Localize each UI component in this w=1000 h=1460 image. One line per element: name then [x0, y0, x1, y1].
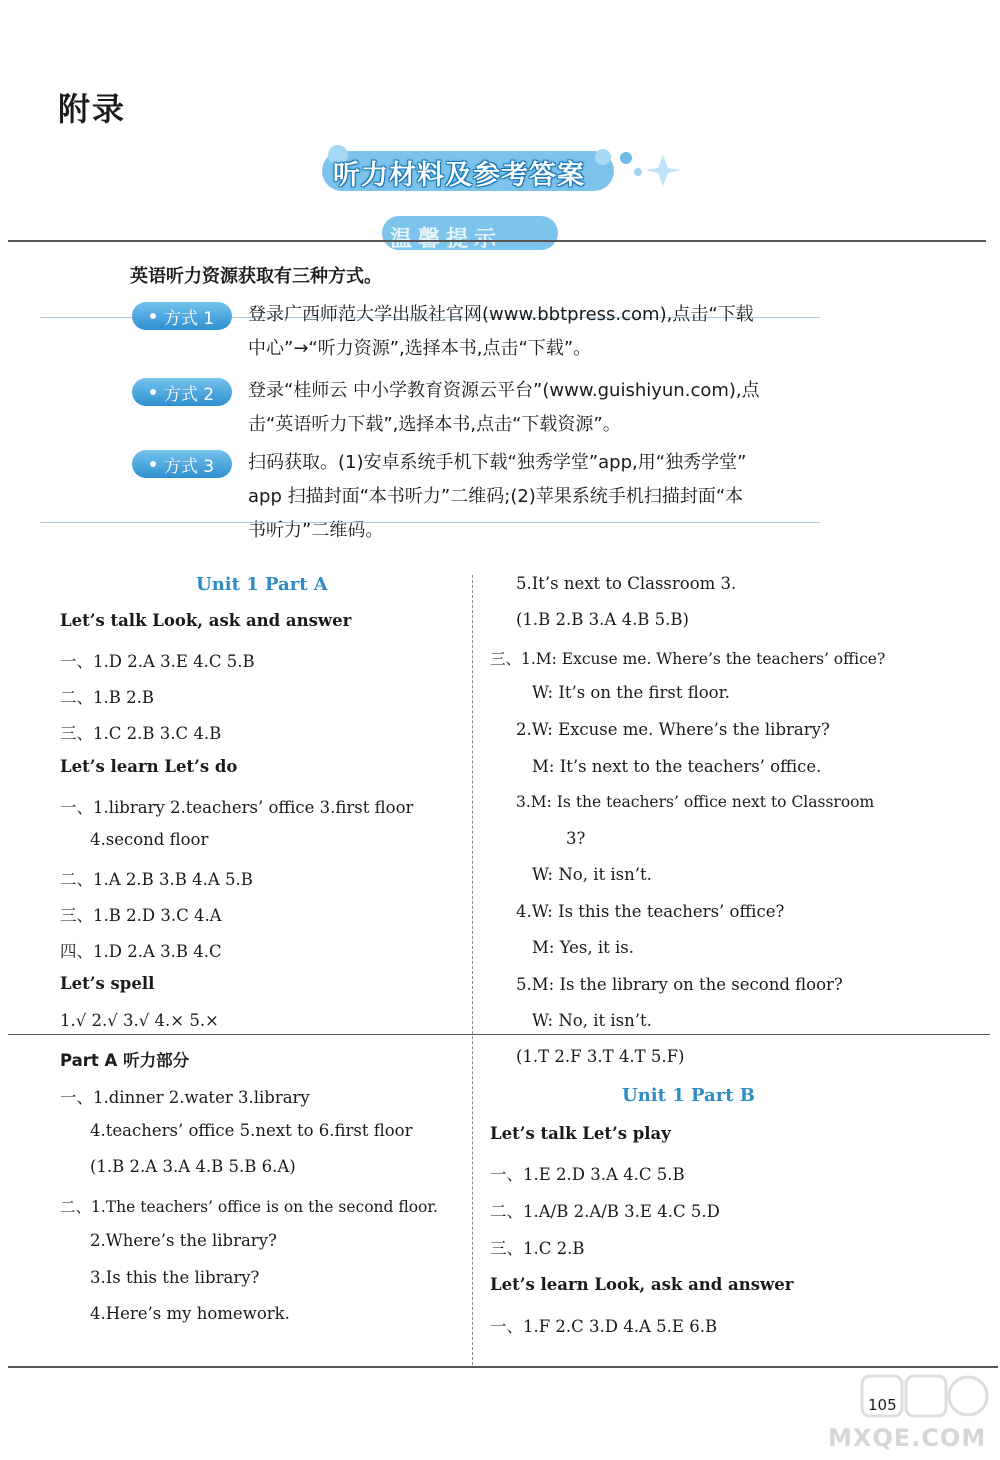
answer-line: 一、1.library 2.teachers’ office 3.first floor: [60, 798, 414, 817]
method-label: 方式 2: [163, 384, 215, 405]
method-1-text: [248, 298, 838, 366]
method-line: 中心”→“听力资源”,选择本书,点击“下载”。: [248, 338, 592, 359]
method-3-text: [248, 446, 838, 548]
method-badge-3: [132, 450, 232, 478]
answer-line: (1.T 2.F 3.T 4.T 5.F): [516, 1047, 685, 1066]
top-divider: [8, 240, 986, 242]
answer-line: 2.Where’s the library?: [90, 1231, 277, 1250]
answer-line: 5.M: Is the library on the second floor?: [516, 975, 843, 994]
answer-line: W: No, it isn’t.: [532, 865, 652, 884]
answer-line: (1.B 2.B 3.A 4.B 5.B): [516, 610, 689, 629]
method-line: 击“英语听力下载”,选择本书,点击“下载资源”。: [248, 414, 621, 435]
answer-line: 一、1.E 2.D 3.A 4.C 5.B: [490, 1165, 685, 1184]
answer-line: W: No, it isn’t.: [532, 1011, 652, 1030]
section-heading: Let’s learn Let’s do: [60, 757, 238, 776]
answer-line: 5.It’s next to Classroom 3.: [516, 574, 737, 593]
method-line: 书听力”二维码。: [248, 520, 384, 541]
answer-line: 二、1.A/B 2.A/B 3.E 4.C 5.D: [490, 1202, 720, 1221]
answer-line: 二、1.The teachers’ office is on the second floor.: [60, 1198, 438, 1216]
answer-line: 3?: [566, 829, 586, 848]
answer-line: 一、1.F 2.C 3.D 4.A 5.E 6.B: [490, 1317, 718, 1336]
answer-line: 二、1.A 2.B 3.B 4.A 5.B: [60, 870, 253, 889]
answer-line: W: It’s on the first floor.: [532, 683, 730, 702]
answer-line: 4.W: Is this the teachers’ office?: [516, 902, 785, 921]
bottom-divider: [8, 1366, 998, 1368]
answer-line: 四、1.D 2.A 3.B 4.C: [60, 942, 222, 961]
answer-line: 4.second floor: [90, 830, 209, 849]
answer-line: 一、1.dinner 2.water 3.library: [60, 1088, 310, 1107]
method-line: 登录广西师范大学出版社官网(www.bbtpress.com),点击“下载: [248, 304, 754, 325]
mid-divider: [8, 1034, 990, 1035]
answer-line: 一、1.D 2.A 3.E 4.C 5.B: [60, 652, 255, 671]
method-badge-2: [132, 378, 232, 406]
bullet-icon: [150, 389, 156, 395]
answer-line: M: It’s next to the teachers’ office.: [532, 757, 822, 776]
answer-line: 三、1.M: Excuse me. Where’s the teachers’ office?: [490, 650, 886, 668]
answer-line: 4.Here’s my homework.: [90, 1304, 290, 1323]
answer-line: 3.M: Is the teachers’ office next to Classroom: [516, 793, 875, 811]
banner-subtitle: 温馨提示: [390, 227, 503, 252]
method-line: 登录“桂师云 中小学教育资源云平台”(www.guishiyun.com),点: [248, 380, 760, 401]
answer-line: 3.Is this the library?: [90, 1268, 260, 1287]
method-line: app 扫描封面“本书听力”二维码;(2)苹果系统手机扫描封面“本: [248, 486, 744, 507]
answer-line: 1.√ 2.√ 3.√ 4.× 5.×: [60, 1011, 219, 1030]
appendix-title: 附录: [58, 90, 127, 128]
unit-heading-part-b: Unit 1 Part B: [622, 1085, 755, 1106]
method-label: 方式 1: [163, 308, 215, 329]
answer-line: 三、1.B 2.D 3.C 4.A: [60, 906, 222, 925]
section-heading: Let’s spell: [60, 974, 155, 993]
section-heading: Let’s talk Look, ask and answer: [60, 611, 352, 630]
answer-line: (1.B 2.A 3.A 4.B 5.B 6.A): [90, 1157, 296, 1176]
method-label: 方式 3: [163, 456, 215, 477]
method-2-text: [248, 374, 838, 442]
answer-line: 三、1.C 2.B: [490, 1239, 585, 1258]
answer-line: 2.W: Excuse me. Where’s the library?: [516, 720, 830, 739]
method-badge-1: [132, 302, 232, 330]
answer-line: 4.teachers’ office 5.next to 6.first floor: [90, 1121, 413, 1140]
answer-line: 三、1.C 2.B 3.C 4.B: [60, 724, 222, 743]
bullet-icon: [150, 313, 156, 319]
method-guide-line: [40, 522, 820, 523]
watermark-logo-icon: [860, 1372, 990, 1422]
method-line: 扫码获取。(1)安卓系统手机下载“独秀学堂”app,用“独秀学堂”: [248, 452, 747, 473]
section-heading: Part A 听力部分: [60, 1051, 190, 1070]
column-divider: [472, 575, 473, 1365]
answer-line: 二、1.B 2.B: [60, 688, 154, 707]
section-heading: Let’s learn Look, ask and answer: [490, 1275, 794, 1294]
sparkle-icon: [618, 150, 688, 190]
intro-text: 英语听力资源获取有三种方式。: [130, 266, 382, 287]
page-number: 105: [868, 1396, 897, 1414]
watermark: MXQE.COM: [828, 1424, 987, 1452]
section-heading: Let’s talk Let’s play: [490, 1124, 671, 1143]
answer-line: M: Yes, it is.: [532, 938, 635, 957]
bullet-icon: [150, 461, 156, 467]
banner-title: 听力材料及参考答案: [333, 160, 585, 191]
unit-heading-part-a: Unit 1 Part A: [196, 574, 328, 595]
